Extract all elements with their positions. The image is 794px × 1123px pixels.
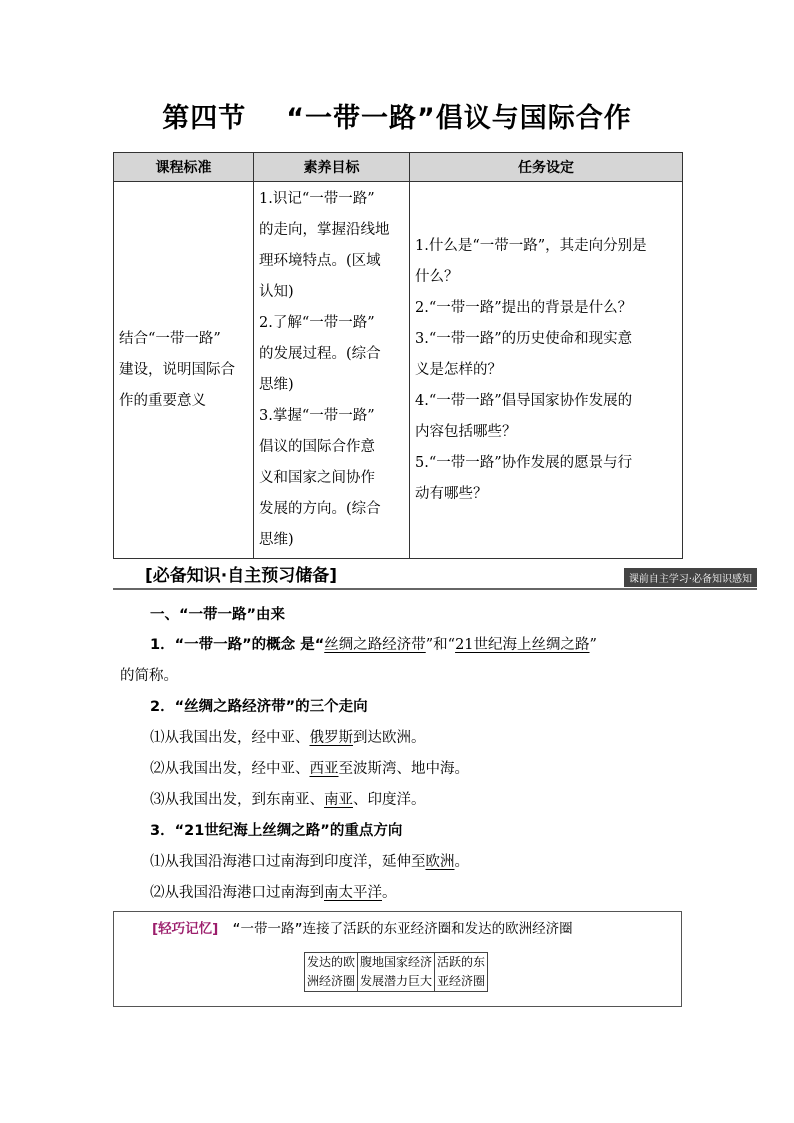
cell-line: 义和国家之间协作 [259,470,375,486]
curriculum-standard-cell [114,182,254,559]
cell-line: 的走向，掌握沿线地 [259,222,390,238]
cell-line: 4.“一带一路”倡导国家协作发展的 [415,392,633,409]
subheading: 3．“21世纪海上丝绸之路”的重点方向 [150,823,403,839]
cell-line: 什么？ [415,268,459,285]
cell-line: 动有哪些？ [415,485,488,502]
list-item: ⑴从我国沿海港口过南海到印度洋，延伸至欧洲。 [150,854,469,870]
memo-tag: [轻巧记忆] [152,921,219,937]
memo-box-east-asia: 活跃的东 亚经济圈 [435,952,488,992]
cell-line: 发展的方向。(综合 [259,501,381,517]
answer-blank: 南亚 [324,792,353,808]
list-item: ⑶从我国出发，到东南亚、南亚、印度洋。 [150,792,426,808]
table-row [114,182,683,559]
cell-line: 3.掌握“一带一路” [259,408,375,424]
cell-line: 理环境特点。(区域 [259,253,381,269]
list-item: ⑴从我国出发，经中亚、俄罗斯到达欧洲。 [150,730,426,746]
cell-line: 作的重要意义 [119,392,206,409]
section-banner [113,560,757,590]
concept-line-cont: 的简称。 [120,668,178,684]
cell-line: 结合“一带一路” [119,330,221,347]
cell-line: 3.“一带一路”的历史使命和现实意 [415,330,633,347]
subheading: 2．“丝绸之路经济带”的三个走向 [150,699,368,715]
memo-header [152,917,573,937]
answer-blank: 丝绸之路经济带 [324,637,426,653]
section-heading: 一、“一带一路”由来 [150,607,286,623]
table-header-row [114,153,683,182]
cell-line: 的发展过程。(综合 [259,346,381,362]
cell-line: 建设，说明国际合 [119,361,235,378]
banner-title: [必备知识·自主预习储备] [145,566,337,586]
cell-line: 1.什么是“一带一路”，其走向分别是 [415,237,647,254]
cell-line: 思维) [259,532,294,548]
header-curriculum-standard: 课程标准 [114,153,254,182]
memo-box-hinterland: 腹地国家经济 发展潜力巨大 [358,952,435,992]
literacy-goals-cell [254,182,410,559]
header-literacy-goals: 素养目标 [254,153,410,182]
answer-blank: 俄罗斯 [309,730,353,746]
cell-line: 倡议的国际合作意 [259,439,375,455]
answer-blank: 21世纪海上丝绸之路 [455,637,590,653]
section-title: “一带一路”倡议与国际合作 [286,103,632,134]
banner-tag: 课前自主学习·必备知识感知 [624,568,757,587]
header-task-setting: 任务设定 [410,153,683,182]
memo-text: “一带一路”连接了活跃的东亚经济圈和发达的欧洲经济圈 [232,921,573,937]
knowledge-content [120,600,680,909]
answer-blank: 南太平洋 [324,885,382,901]
section-number: 第四节 [162,103,247,134]
list-item: ⑵从我国出发，经中亚、西亚至波斯湾、地中海。 [150,761,469,777]
curriculum-table [113,152,683,559]
cell-line: 1.识记“一带一路” [259,191,375,207]
cell-line: 思维) [259,377,294,393]
memo-diagram [304,952,488,992]
memo-box-europe: 发达的欧 洲经济圈 [304,952,358,992]
cell-line: 2.了解“一带一路” [259,315,375,331]
answer-blank: 西亚 [309,761,339,777]
concept-line: 1．“一带一路”的概念 是“丝绸之路经济带”和“21世纪海上丝绸之路” [150,637,597,653]
task-setting-cell [410,182,683,559]
memory-tip-box [113,911,682,1007]
cell-line: 2.“一带一路”提出的背景是什么？ [415,299,633,316]
cell-line: 义是怎样的？ [415,361,502,378]
list-item: ⑵从我国沿海港口过南海到南太平洋。 [150,885,397,901]
page-title [0,96,794,135]
answer-blank: 欧洲 [425,854,455,870]
cell-line: 5.“一带一路”协作发展的愿景与行 [415,454,633,471]
cell-line: 认知) [259,284,294,300]
cell-line: 内容包括哪些？ [415,423,517,440]
